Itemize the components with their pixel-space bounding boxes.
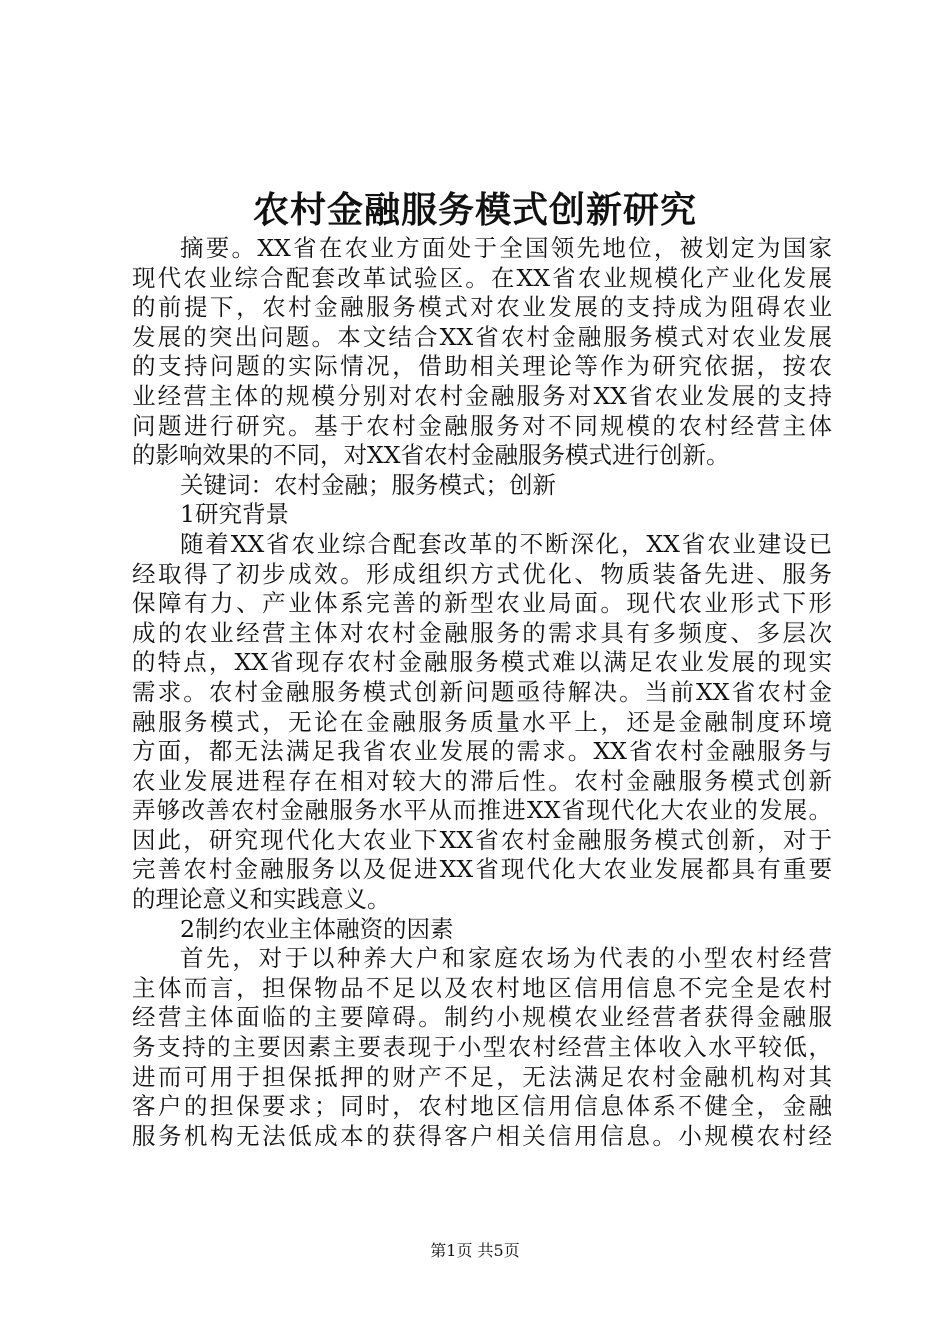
text-line: 因此，研究现代化大农业下XX省农村金融服务模式创新，对于	[132, 825, 832, 854]
text-line: 弄够改善农村金融服务水平从而推进XX省现代化大农业的发展。	[132, 796, 832, 825]
text-line: 务支持的主要因素主要表现于小型农村经营主体收入水平较低，	[132, 1033, 832, 1062]
text-line: 经营主体面临的主要障碍。制约小规模农业经营者获得金融服	[132, 1003, 832, 1032]
text-line: 业经营主体的规模分别对农村金融服务对XX省农业发展的支持	[132, 381, 832, 410]
text-line: 保障有力、产业体系完善的新型农业局面。现代农业形式下形	[132, 589, 832, 618]
text-line: 客户的担保要求；同时，农村地区信用信息体系不健全，金融	[132, 1092, 832, 1121]
text-line: 经取得了初步成效。形成组织方式优化、物质装备先进、服务	[132, 559, 832, 588]
document-body	[132, 234, 832, 1151]
text-line: 融服务模式，无论在金融服务质量水平上，还是金融制度环境	[132, 707, 832, 736]
text-line: 进而可用于担保抵押的财产不足，无法满足农村金融机构对其	[132, 1062, 832, 1091]
text-line: 完善农村金融服务以及促进XX省现代化大农业发展都具有重要	[132, 855, 832, 884]
text-line: 随着XX省农业综合配套改革的不断深化，XX省农业建设已	[180, 529, 832, 558]
text-line: 的理论意义和实践意义。	[132, 885, 391, 914]
text-line: 1研究背景	[180, 500, 289, 529]
text-line: 的前提下，农村金融服务模式对农业发展的支持成为阻碍农业	[132, 293, 832, 322]
text-line: 摘要。XX省在农业方面处于全国领先地位，被划定为国家	[180, 234, 832, 262]
page-footer: 第1页 共5页	[430, 1241, 520, 1260]
text-line: 的支持问题的实际情况，借助相关理论等作为研究依据，按农	[132, 352, 832, 381]
text-line: 服务机构无法低成本的获得客户相关信用信息。小规模农村经	[132, 1121, 832, 1150]
text-line: 方面，都无法满足我省农业发展的需求。XX省农村金融服务与	[132, 737, 832, 766]
text-line: 成的农业经营主体对农村金融服务的需求具有多频度、多层次	[132, 618, 832, 647]
document-title: 农村金融服务模式创新研究	[252, 189, 697, 231]
text-line: 问题进行研究。基于农村金融服务对不同规模的农村经营主体	[132, 411, 832, 440]
text-line: 主体而言，担保物品不足以及农村地区信用信息不完全是农村	[132, 973, 832, 1002]
text-line: 农业发展进程存在相对较大的滞后性。农村金融服务模式创新	[132, 766, 832, 795]
text-line: 2制约农业主体融资的因素	[180, 914, 454, 943]
text-line: 关键词：农村金融；服务模式；创新	[180, 470, 556, 499]
text-line: 首先，对于以种养大户和家庭农场为代表的小型农村经营	[180, 944, 832, 973]
text-line: 的特点，XX省现存农村金融服务模式难以满足农业发展的现实	[132, 648, 832, 677]
text-line: 需求。农村金融服务模式创新问题亟待解决。当前XX省农村金	[132, 677, 832, 706]
text-line: 的影响效果的不同，对XX省农村金融服务模式进行创新。	[132, 441, 730, 470]
text-line: 发展的突出问题。本文结合XX省农村金融服务模式对农业发展	[132, 322, 832, 351]
text-line: 现代农业综合配套改革试验区。在XX省农业规模化产业化发展	[132, 263, 832, 292]
